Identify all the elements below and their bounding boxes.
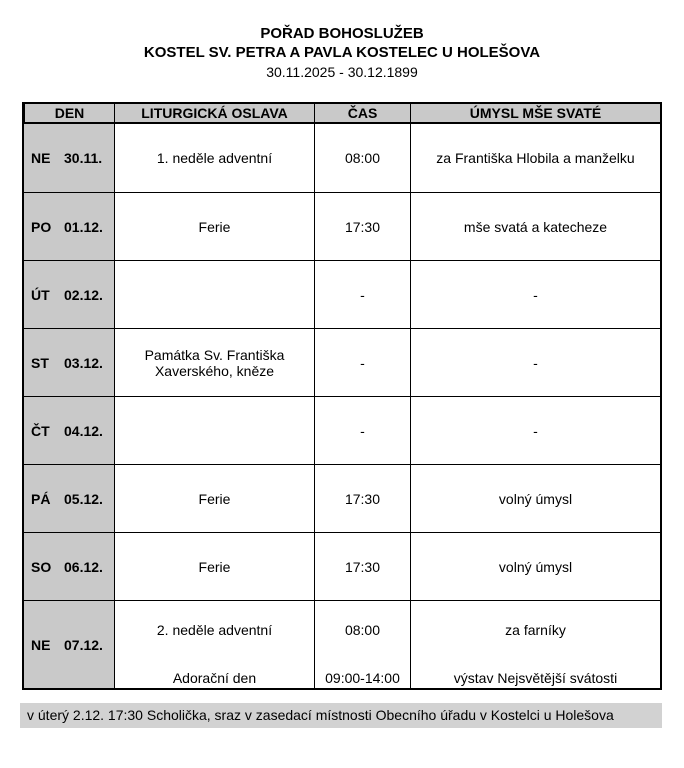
intention-cell [410, 601, 660, 688]
day-cell [24, 193, 114, 260]
day-date: 02.12. [64, 286, 103, 303]
time-cell: 17:30 [314, 193, 410, 260]
day-abbr: ÚT [31, 286, 50, 303]
time-cell: - [314, 329, 410, 396]
day-abbr: ČT [31, 422, 50, 439]
header-day: DEN [24, 104, 114, 122]
day-date: 30.11. [64, 150, 103, 166]
liturgy-cell: Ferie [114, 465, 314, 532]
intention-line-1: za farníky [505, 622, 566, 638]
day-date: 03.12. [64, 354, 103, 371]
liturgy-cell [114, 601, 314, 688]
day-cell [24, 124, 114, 192]
document-title: POŘAD BOHOSLUŽEB [260, 25, 424, 42]
intention-line-2: výstav Nejsvětější svátosti [453, 670, 618, 686]
liturgy-cell: 1. neděle adventní [114, 124, 314, 192]
time-cell: - [314, 397, 410, 464]
time-cell: 17:30 [314, 465, 410, 532]
header-intention: ÚMYSL MŠE SVATÉ [410, 104, 660, 122]
time-cell: - [314, 261, 410, 328]
intention-cell: mše svatá a katecheze [410, 193, 660, 260]
day-abbr: PO [31, 218, 52, 235]
intention-cell: volný úmysl [410, 465, 660, 532]
liturgy-line-1: 2. neděle adventní [156, 622, 273, 638]
schedule-table [22, 102, 662, 690]
intention-cell: - [410, 329, 660, 396]
liturgy-cell: Ferie [114, 533, 314, 600]
time-cell: 17:30 [314, 533, 410, 600]
header-liturgy: LITURGICKÁ OSLAVA [114, 104, 314, 122]
table-row [24, 464, 660, 532]
intention-cell: - [410, 397, 660, 464]
day-abbr: NE [31, 150, 51, 166]
day-cell [24, 397, 114, 464]
liturgy-cell [114, 261, 314, 328]
liturgy-cell: Ferie [114, 193, 314, 260]
header-time: ČAS [314, 104, 410, 122]
day-abbr: PÁ [31, 490, 51, 507]
table-row [24, 532, 660, 600]
liturgy-line-2: Adorační den [172, 670, 257, 686]
day-abbr: ST [31, 354, 49, 371]
table-header-row [24, 104, 660, 124]
intention-cell: - [410, 261, 660, 328]
footer-note: v úterý 2.12. 17:30 Scholička, sraz v zasedací místnosti Obecního úřadu v Kostelci u Holešova [20, 703, 662, 728]
liturgy-cell [114, 397, 314, 464]
table-row [24, 396, 660, 464]
day-date: 05.12. [64, 490, 103, 507]
table-row [24, 192, 660, 260]
day-cell [24, 533, 114, 600]
day-date: 06.12. [64, 558, 103, 575]
intention-cell: volný úmysl [410, 533, 660, 600]
liturgy-cell: Památka Sv. Františka Xaverského, kněze [114, 329, 314, 396]
day-date: 01.12. [64, 218, 103, 235]
document-title-block [0, 0, 684, 82]
time-cell [314, 601, 410, 688]
table-row [24, 260, 660, 328]
date-range: 30.11.2025 - 30.12.1899 [266, 64, 418, 80]
day-cell [24, 261, 114, 328]
intention-cell: za Františka Hlobila a manželku [410, 124, 660, 192]
table-row [24, 124, 660, 192]
day-cell [24, 465, 114, 532]
day-cell [24, 329, 114, 396]
church-name: KOSTEL SV. PETRA A PAVLA KOSTELEC U HOLEŠOVA [143, 44, 541, 61]
time-line-2: 09:00-14:00 [325, 670, 400, 686]
day-date: 04.12. [64, 422, 103, 439]
day-cell [24, 601, 114, 688]
day-abbr: NE [31, 636, 51, 653]
time-line-1: 08:00 [344, 622, 381, 638]
table-row [24, 600, 660, 688]
table-row [24, 328, 660, 396]
day-date: 07.12. [64, 636, 103, 653]
day-abbr: SO [31, 558, 52, 575]
time-cell: 08:00 [314, 124, 410, 192]
